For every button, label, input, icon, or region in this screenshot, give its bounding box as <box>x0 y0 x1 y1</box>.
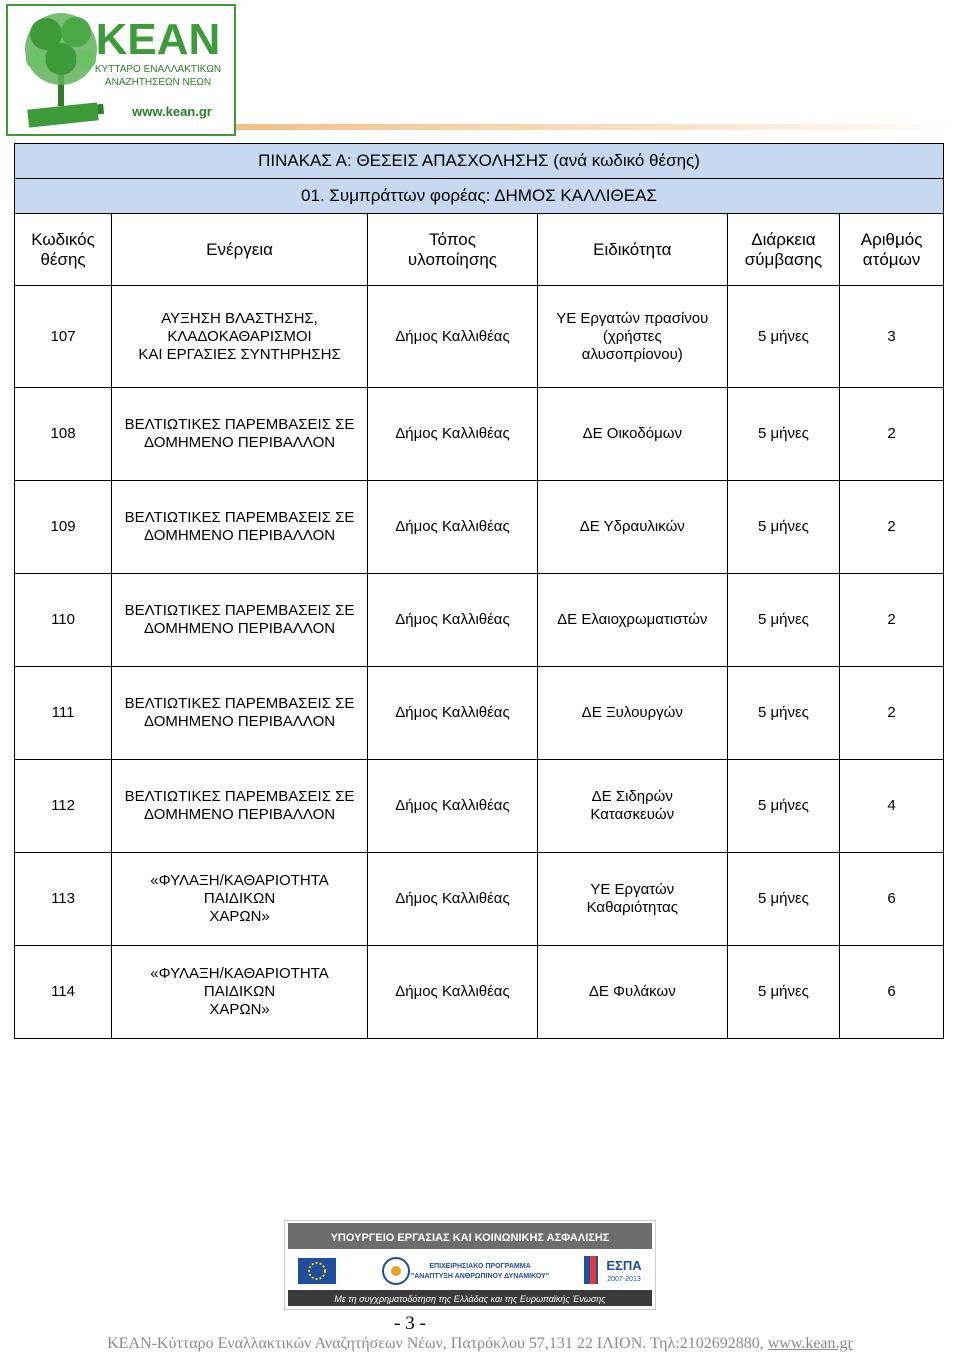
cell-specialty: ΔΕ Σιδηρών Κατασκευών <box>537 760 727 853</box>
cell-duration: 5 μήνες <box>727 946 840 1039</box>
cell-duration: 5 μήνες <box>727 760 840 853</box>
cell-action: ΒΕΛΤΙΩΤΙΚΕΣ ΠΑΡΕΜΒΑΣΕΙΣ ΣΕ ΔΟΜΗΜΕΝΟ ΠΕΡΙΒΑΛΛΟΝ <box>112 667 368 760</box>
espa-logo-icon <box>584 1256 598 1284</box>
cell-persons: 2 <box>840 481 944 574</box>
footer <box>0 1335 960 1353</box>
cell-specialty: ΔΕ Υδραυλικών <box>537 481 727 574</box>
table-subtitle: 01. Συμπράττων φορέας: ΔΗΜΟΣ ΚΑΛΛΙΘΕΑΣ <box>15 179 944 214</box>
cell-action: ΒΕΛΤΙΩΤΙΚΕΣ ΠΑΡΕΜΒΑΣΕΙΣ ΣΕ ΔΟΜΗΜΕΝΟ ΠΕΡΙΒΑΛΛΟΝ <box>112 481 368 574</box>
cell-location: Δήμος Καλλιθέας <box>368 946 538 1039</box>
cell-specialty: ΔΕ Οικοδόμων <box>537 388 727 481</box>
column-header-persons: Αριθμός ατόμων <box>840 214 944 286</box>
cell-location: Δήμος Καλλιθέας <box>368 388 538 481</box>
table-title-row <box>15 144 944 179</box>
espa-label: ΕΣΠΑ <box>606 1258 642 1273</box>
table-title: ΠΙΝΑΚΑΣ Α: ΘΕΣΕΙΣ ΑΠΑΣΧΟΛΗΣΗΣ (ανά κωδικό θέσης) <box>15 144 944 179</box>
ministry-emblem <box>284 1220 656 1310</box>
cell-code: 107 <box>15 286 112 388</box>
table-row <box>15 481 944 574</box>
header-row <box>15 214 944 286</box>
positions-table <box>14 143 944 1039</box>
table-row <box>15 760 944 853</box>
cell-specialty: ΥΕ Εργατών πρασίνου (χρήστες αλυσοπρίονου) <box>537 286 727 388</box>
cell-location: Δήμος Καλλιθέας <box>368 853 538 946</box>
programme-line-1: ΕΠΙΧΕΙΡΗΣΙΑΚΟ ΠΡΟΓΡΑΜΜΑ <box>429 1263 531 1270</box>
cell-persons: 3 <box>840 286 944 388</box>
cell-code: 114 <box>15 946 112 1039</box>
column-header-duration: Διάρκεια σύμβασης <box>727 214 840 286</box>
cell-location: Δήμος Καλλιθέας <box>368 760 538 853</box>
cell-specialty: ΔΕ Ελαιοχρωματιστών <box>537 574 727 667</box>
column-header-code: Κωδικός θέσης <box>15 214 112 286</box>
cell-action: ΒΕΛΤΙΩΤΙΚΕΣ ΠΑΡΕΜΒΑΣΕΙΣ ΣΕ ΔΟΜΗΜΕΝΟ ΠΕΡΙΒΑΛΛΟΝ <box>112 574 368 667</box>
cell-code: 111 <box>15 667 112 760</box>
logo-name: ΚΕΑΝ <box>95 15 221 64</box>
kean-logo <box>6 4 236 136</box>
cell-location: Δήμος Καλλιθέας <box>368 574 538 667</box>
cell-location: Δήμος Καλλιθέας <box>368 481 538 574</box>
table-row <box>15 286 944 388</box>
cell-duration: 5 μήνες <box>727 574 840 667</box>
cell-duration: 5 μήνες <box>727 388 840 481</box>
cell-specialty: ΥΕ Εργατών Καθαριότητας <box>537 853 727 946</box>
cell-location: Δήμος Καλλιθέας <box>368 667 538 760</box>
table-row <box>15 853 944 946</box>
cell-duration: 5 μήνες <box>727 286 840 388</box>
cell-persons: 6 <box>840 946 944 1039</box>
cell-persons: 4 <box>840 760 944 853</box>
eu-flag-icon <box>298 1258 336 1284</box>
footer-link[interactable]: www.kean.gr <box>767 1335 853 1352</box>
cell-location: Δήμος Καλλιθέας <box>368 286 538 388</box>
cell-specialty: ΔΕ Ξυλουργών <box>537 667 727 760</box>
cell-action: «ΦΥΛΑΞΗ/ΚΑΘΑΡΙΟΤΗΤΑ ΠΑΙΔΙΚΩΝ ΧΑΡΩΝ» <box>112 946 368 1039</box>
table-row <box>15 388 944 481</box>
cell-duration: 5 μήνες <box>727 481 840 574</box>
column-header-location: Τόπος υλοποίησης <box>368 214 538 286</box>
cell-persons: 2 <box>840 667 944 760</box>
cell-code: 113 <box>15 853 112 946</box>
programme-line-2: "ΑΝΑΠΤΥΞΗ ΑΝΘΡΩΠΙΝΟΥ ΔΥΝΑΜΙΚΟΥ" <box>410 1273 550 1280</box>
table-row <box>15 574 944 667</box>
cell-persons: 2 <box>840 388 944 481</box>
table-subtitle-row <box>15 179 944 214</box>
cell-persons: 2 <box>840 574 944 667</box>
cell-code: 110 <box>15 574 112 667</box>
cofinance-text: Με τη συγχρηματοδότηση της Ελλάδας και της Ευρωπαϊκής Ένωσης <box>334 1294 606 1304</box>
cell-action: ΒΕΛΤΙΩΤΙΚΕΣ ΠΑΡΕΜΒΑΣΕΙΣ ΣΕ ΔΟΜΗΜΕΝΟ ΠΕΡΙΒΑΛΛΟΝ <box>112 760 368 853</box>
cell-persons: 6 <box>840 853 944 946</box>
cell-code: 108 <box>15 388 112 481</box>
column-header-action: Ενέργεια <box>112 214 368 286</box>
logo-subtitle-2: ΑΝΑΖΗΤΗΣΕΩΝ ΝΕΩΝ <box>104 77 212 88</box>
table-row <box>15 667 944 760</box>
espa-years: 2007-2013 <box>607 1276 641 1283</box>
cell-duration: 5 μήνες <box>727 853 840 946</box>
logo-url: www.kean.gr <box>132 104 212 119</box>
page-number: - 3 - <box>394 1313 426 1334</box>
cell-code: 112 <box>15 760 112 853</box>
cell-action: ΑΥΞΗΣΗ ΒΛΑΣΤΗΣΗΣ, ΚΛΑΔΟΚΑΘΑΡΙΣΜΟΙ ΚΑΙ ΕΡΓΑΣΙΕΣ ΣΥΝΤΗΡΗΣΗΣ <box>112 286 368 388</box>
cell-action: ΒΕΛΤΙΩΤΙΚΕΣ ΠΑΡΕΜΒΑΣΕΙΣ ΣΕ ΔΟΜΗΜΕΝΟ ΠΕΡΙΒΑΛΛΟΝ <box>112 388 368 481</box>
header-divider <box>236 124 960 130</box>
ministry-name: ΥΠΟΥΡΓΕΙΟ ΕΡΓΑΣΙΑΣ ΚΑΙ ΚΟΙΝΩΝΙΚΗΣ ΑΣΦΑΛΙΣΗΣ <box>330 1232 610 1244</box>
cell-duration: 5 μήνες <box>727 667 840 760</box>
cell-specialty: ΔΕ Φυλάκων <box>537 946 727 1039</box>
cell-code: 109 <box>15 481 112 574</box>
logo-subtitle-1: ΚΥΤΤΑΡΟ ΕΝΑΛΛΑΚΤΙΚΩΝ <box>94 64 222 75</box>
column-header-specialty: Ειδικότητα <box>537 214 727 286</box>
table-row <box>15 946 944 1039</box>
footer-address: ΚΕΑΝ-Κύτταρο Εναλλακτικών Αναζητήσεων Νέων, Πατρόκλου 57,131 22 ΙΛΙΟΝ. Τηλ:2102692880, <box>107 1335 768 1352</box>
cell-action: «ΦΥΛΑΞΗ/ΚΑΘΑΡΙΟΤΗΤΑ ΠΑΙΔΙΚΩΝ ΧΑΡΩΝ» <box>112 853 368 946</box>
